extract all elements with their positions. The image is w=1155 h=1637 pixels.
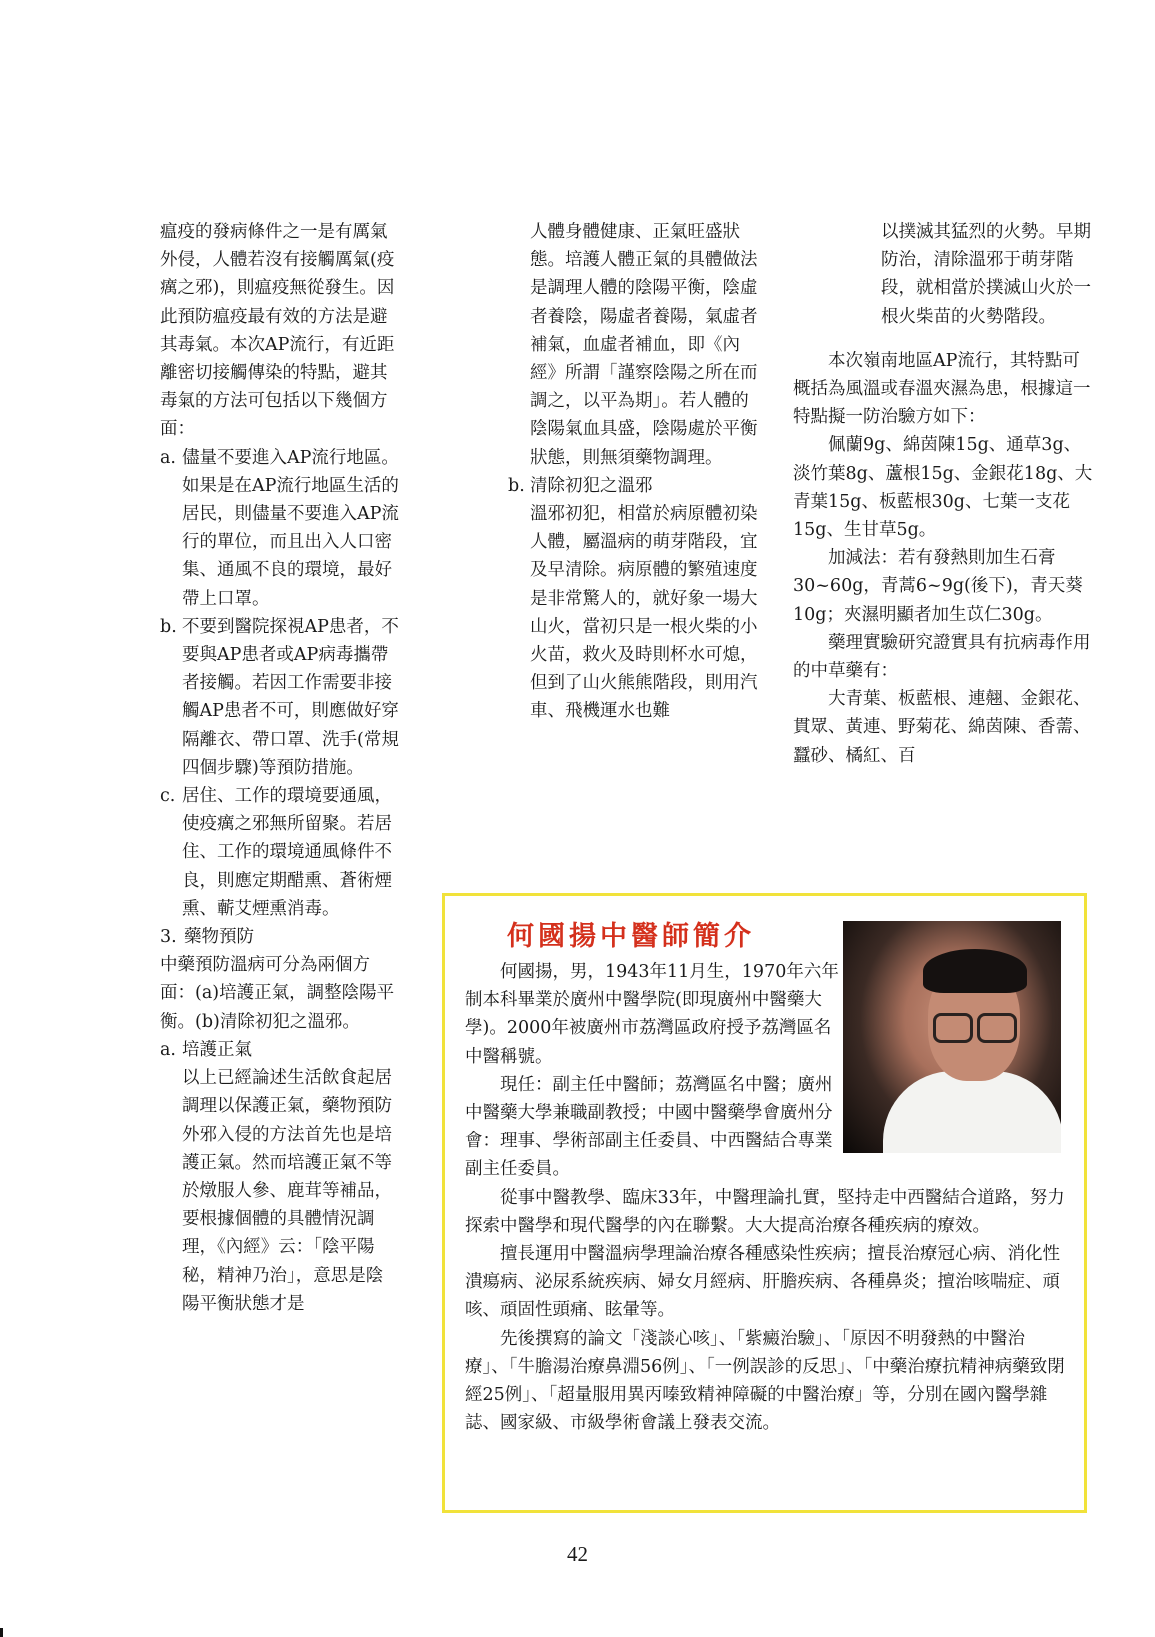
section-title: 藥物預防 [184, 927, 254, 948]
list-item-b [160, 613, 400, 782]
page-number: 42 [567, 1542, 588, 1566]
paragraph: 藥理實驗研究證實具有抗病毒作用的中草藥有： [793, 632, 1091, 682]
profile-text [465, 958, 1065, 1437]
list-marker: a. [160, 1039, 176, 1060]
profile-paragraph: 現任：副主任中醫師；荔灣區名中醫；廣州中醫藥大學兼職副教授；中國中醫藥學會廣州分會：理事、學術部副主任委員、中西醫結合專業副主任委員。 [465, 1074, 833, 1180]
scan-mark [0, 1628, 3, 1637]
profile-paragraph: 從事中醫教學、臨床33年，中醫理論扎實，堅持走中西醫結合道路，努力探索中醫學和現代醫學的內在聯繫。大大提高治療各種疾病的療效。 [465, 1187, 1065, 1236]
paragraph: 人體身體健康、正氣旺盛狀態。培護人體正氣的具體做法是調理人體的陰陽平衡，陰虛者養陰，陽虛者養陽，氣虛者補氣，血虛者補血，即《內經》所謂「謹察陰陽之所在而調之，以平為期」。若人體的陰陽氣血具盛，陰陽處於平衡狀態，則無須藥物調理。 [530, 222, 758, 468]
list-marker: c. [160, 786, 176, 807]
list-item-c [160, 782, 400, 923]
subsection-a-heading [160, 1036, 400, 1064]
list-text: 不要到醫院探視AP患者，不要與AP患者或AP病毒攜帶者接觸。若因工作需要非接觸AP患者不可，則應做好穿隔離衣、帶口罩、洗手(常規四個步驟)等預防措施。 [182, 616, 399, 778]
profile-paragraph: 何國揚，男，1943年11月生，1970年六年制本科畢業於廣州中醫學院(即現廣州中醫藥大學)。2000年被廣州市荔灣區政府授予荔灣區名中醫稱號。 [465, 962, 839, 1067]
paragraph: 加減法：若有發熱則加生石膏30~60g，青蒿6~9g(後下)，青天葵10g；夾濕明顯者加生苡仁30g。 [793, 548, 1083, 625]
subsection-b-heading [508, 472, 760, 500]
subsection-b-paragraph: 溫邪初犯，相當於病原體初染人體，屬溫病的萌芽階段，宜及早清除。病原體的繁殖速度是非常驚人的，就好象一場大山火，當初只是一根火柴的小火苗，救火及時則杯水可熄，但到了山火熊熊階段，則用汽車、飛機運水也難 [530, 504, 758, 722]
list-text: 儘量不要進入AP流行地區。如果是在AP流行地區生活的居民，則儘量不要進入AP流行的單位，而且出入人口密集、通風不良的環境，最好帶上口罩。 [182, 447, 399, 609]
paragraph: 本次嶺南地區AP流行，其特點可概括為風溫或春溫夾濕為患，根據這一特點擬一防治驗方如下： [793, 350, 1091, 428]
profile-paragraph: 先後撰寫的論文「淺談心咳」、「紫癜治驗」、「原因不明發熱的中醫治療」、「牛膽湯治療鼻淵56例」、「一例誤診的反思」、「中藥治療抗精神病藥致閉經25例」、「超量服用異丙嗪致精神障礙的中醫治療」等，分別在國內醫學雜誌、國家級、市級學術會議上發表交流。 [465, 1328, 1065, 1434]
profile-title: 何國揚中醫師簡介 [507, 921, 755, 952]
section-number: 3. [160, 927, 177, 948]
column-middle [508, 218, 760, 726]
list-item-a [160, 444, 400, 613]
intro-paragraph: 瘟疫的發病條件之一是有厲氣外侵，人體若沒有接觸厲氣(疫癘之邪)，則瘟疫無從發生。因此預防瘟疫最有效的方法是避其毒氣。本次AP流行，有近距離密切接觸傳染的特點，避其毒氣的方法可包括以下幾個方面： [160, 222, 395, 440]
list-marker: b. [508, 475, 525, 496]
profile-paragraph: 擅長運用中醫溫病學理論治療各種感染性疾病；擅長治療冠心病、消化性潰瘍病、泌尿系統疾病、婦女月經病、肝膽疾病、各種鼻炎；擅治咳喘症、頑咳、頑固性頭痛、眩暈等。 [465, 1244, 1060, 1321]
prescription-paragraph: 佩蘭9g、綿茵陳15g、通草3g、淡竹葉8g、蘆根15g、金銀花18g、大青葉15g、板藍根30g、七葉一支花15g、生甘草5g。 [793, 435, 1093, 541]
doctor-profile-box [442, 893, 1087, 1513]
list-marker: b. [160, 616, 177, 637]
column-right [793, 218, 1093, 770]
subsection-a-paragraph: 以上已經論述生活飲食起居調理以保護正氣，藥物預防外邪入侵的方法首先也是培護正氣。然而培護正氣不等於燉服人參、鹿茸等補品，要根據個體的具體情況調理，《內經》云：「陰平陽秘，精神乃治」，意思是陰陽平衡狀態才是 [182, 1068, 392, 1314]
herb-list-paragraph: 大青葉、板藍根、連翹、金銀花、貫眾、黃連、野菊花、綿茵陳、香薷、蠶砂、橘紅、百 [793, 689, 1091, 766]
list-marker: a. [160, 447, 176, 468]
section-3-paragraph: 中藥預防溫病可分為兩個方面：(a)培護正氣，調整陰陽平衡。(b)清除初犯之溫邪。 [160, 955, 395, 1032]
list-text: 居住、工作的環境要通風，使疫癘之邪無所留聚。若居住、工作的環境通風條件不良，則應定期醋熏、蒼術煙熏、蘄艾煙熏消毒。 [182, 786, 392, 919]
column-left [160, 218, 400, 1318]
subsection-title: 培護正氣 [182, 1039, 252, 1060]
paragraph: 以撲滅其猛烈的火勢。早期防治，清除溫邪于萌芽階段，就相當於撲滅山火於一根火柴苗的火勢階段。 [881, 222, 1091, 327]
section-3-heading [160, 923, 400, 951]
subsection-title: 清除初犯之溫邪 [530, 475, 653, 496]
